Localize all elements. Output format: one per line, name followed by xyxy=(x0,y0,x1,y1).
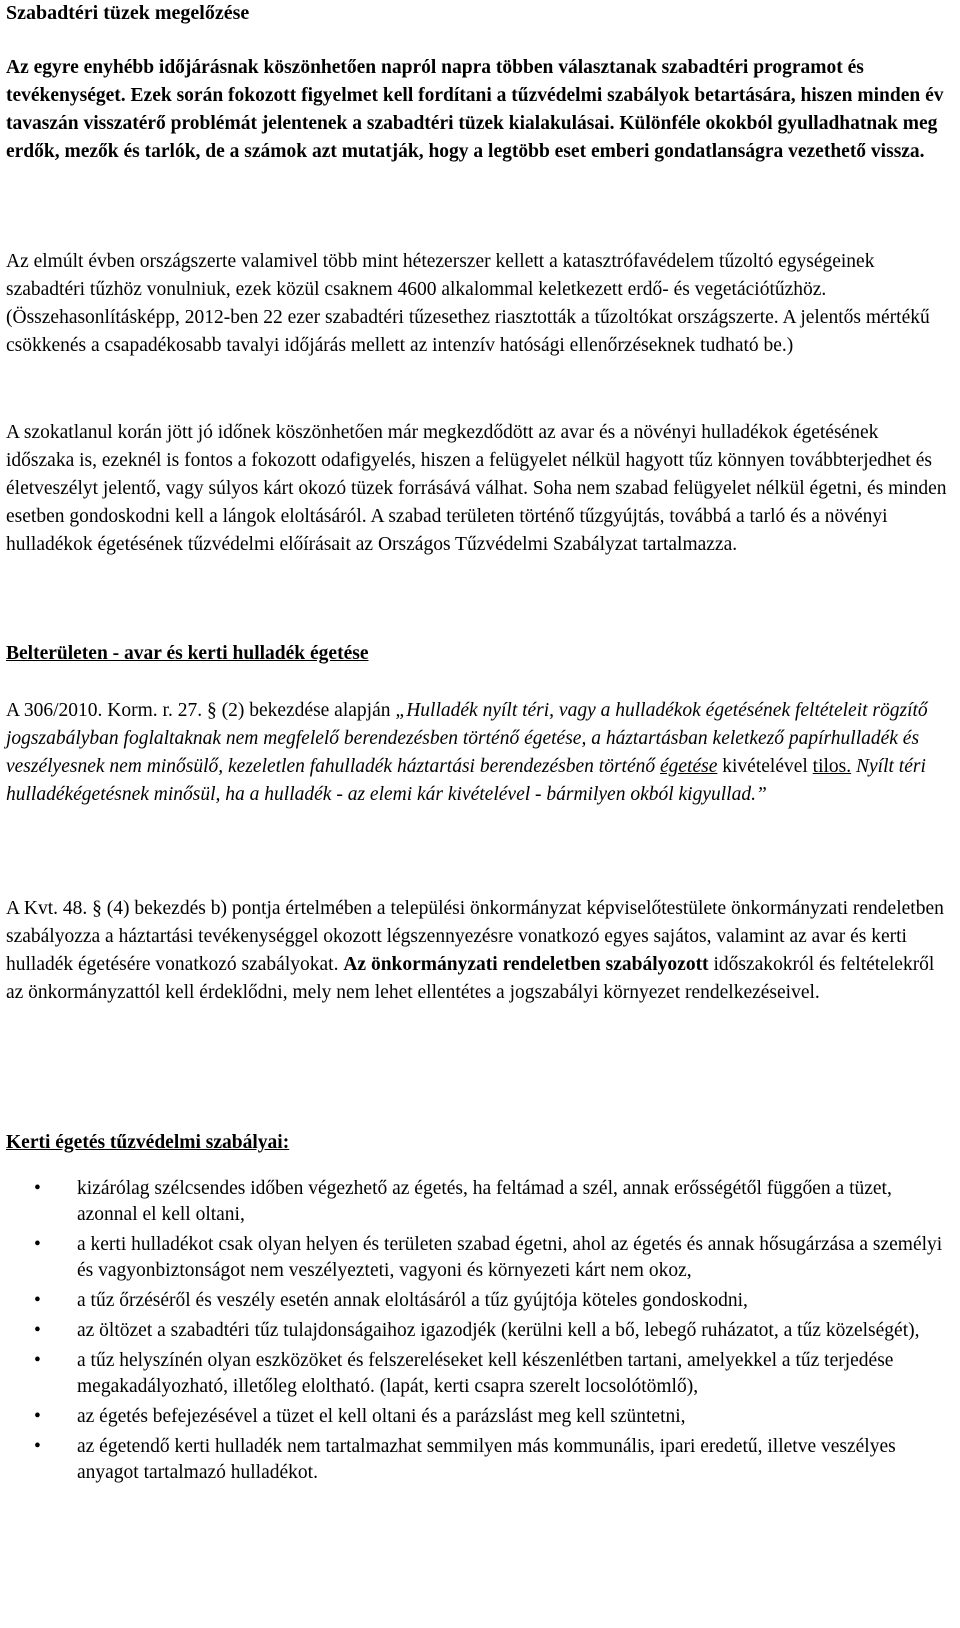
regulation-underline-tilos: tilos. xyxy=(812,756,852,777)
section-heading-kerti-egetes: Kerti égetés tűzvédelmi szabályai: xyxy=(6,1132,290,1153)
regulation-paragraph xyxy=(6,697,951,809)
local-rules-tail: időszakokról és feltételekről az önkormányzattól kell érdeklődni, mely nem lehet ellentétes a jogszabályi környezet rendelkezéseivel. xyxy=(6,954,935,1003)
bullet-icon: • xyxy=(34,1178,41,1199)
list-item xyxy=(0,1288,947,1314)
local-rules-lead: A Kvt. 48. § (4) bekezdés b) pontja értelmében a települési önkormányzat képviselőtestülete önkormányzati rendeletben szabályozza a háztartási tevékenységgel okozott légszennyezésre vonatkozó egyes sajátos, valamint az avar és kerti hulladék égetésére vonatkozó szabályokat. xyxy=(6,898,944,975)
burning-season-paragraph: A szokatlanul korán jött jó időnek köszönhetően már megkezdődött az avar és a növényi hulladékok égetésének időszaka is, ezeknél is fontos a fokozott odafigyelés, hiszen a felügyelet nélkül hagyott tűz könnyen továbbterjedhet és életveszélyt jelentő, vagy súlyos kárt okozó tüzek forrásává válhat. Soha nem szabad felügyelet nélkül égetni, és minden esetben gondoskodni kell a lángok eloltásáról. A szabad területen történő tűzgyújtás, továbbá a tarló és a növényi hulladékok égetésének tűzvédelmi előírásait az Országos Tűzvédelmi Szabályzat tartalmazza. xyxy=(6,422,947,555)
list-item-text: kizárólag szélcsendes időben végezhető az égetés, ha feltámad a szél, annak erősségétől függően a tüzet, azonnal el kell oltani, xyxy=(77,1178,892,1225)
bullet-icon: • xyxy=(34,1320,41,1341)
bullet-icon: • xyxy=(34,1350,41,1371)
local-rules-bold: Az önkormányzati rendeletben szabályozott xyxy=(343,954,709,975)
local-rules-paragraph xyxy=(6,895,951,1007)
statistics-paragraph: Az elmúlt évben országszerte valamivel több mint hétezerszer kellett a katasztrófavédelem tűzoltó egységeinek szabadtéri tűzhöz vonulniuk, ezek közül csaknem 4600 alkalommal keletkezett erdő- és vegetációtűzhöz. (Összehasonlításképp, 2012-ben 22 ezer szabadtéri tűzesethez riasztották a tűzoltókat országszerte. A jelentős mértékű csökkenés a csapadékosabb tavalyi időjárás mellett az intenzív hatósági ellenőrzéseknek tudható be.) xyxy=(6,251,930,356)
list-item-text: az égetendő kerti hulladék nem tartalmazhat semmilyen más kommunális, ipari eredetű, illetve veszélyes anyagot tartalmazó hulladékot. xyxy=(77,1436,896,1483)
regulation-lead: A 306/2010. Korm. r. 27. § (2) bekezdése alapján xyxy=(6,700,396,721)
regulation-quote-a: „Hulladék nyílt téri, vagy a hulladékok égetésének feltételeit rögzítő jogszabályban foglaltaknak nem megfelelő berendezésben történő égetése, a háztartásban keletkező papírhulladék és veszélyesnek nem minősülő, kezeletlen fahulladék háztartási berendezésben történő xyxy=(6,700,928,777)
list-item xyxy=(0,1318,947,1344)
intro-paragraph: Az egyre enyhébb időjárásnak köszönhetően napról napra többen választanak szabadtéri programot és tevékenységet. Ezek során fokozott figyelmet kell fordítani a tűzvédelmi szabályok betartására, hiszen minden év tavaszán visszatérő problémát jelentenek a szabadtéri tüzek kialakulásai. Különféle okokból gyulladhatnak meg erdők, mezők és tarlók, de a számok azt mutatják, hogy a legtöbb eset emberi gondatlanságra vezethető vissza. xyxy=(6,57,944,162)
list-item xyxy=(0,1232,947,1284)
regulation-underline-egetese: égetése xyxy=(659,756,718,777)
list-item xyxy=(0,1404,947,1430)
regulation-quote-b: Nyílt téri hulladékégetésnek minősül, ha a hulladék - az elemi kár kivételével - bármilyen okból kigyullad.” xyxy=(6,756,926,805)
fire-safety-rules-list xyxy=(0,1176,960,1486)
list-item-text: az öltözet a szabadtéri tűz tulajdonságaihoz igazodjék (kerülni kell a bő, lebegő ruházatot, a tűz közelségét), xyxy=(77,1320,920,1341)
bullet-icon: • xyxy=(34,1234,41,1255)
list-item-text: a kerti hulladékot csak olyan helyen és területen szabad égetni, ahol az égetés és annak hősugárzása a személyi és vagyonbiztonságot nem veszélyezteti, vagyoni és környezeti kárt nem okoz, xyxy=(77,1234,943,1281)
bullet-icon: • xyxy=(34,1436,41,1457)
list-item-text: a tűz őrzéséről és veszély esetén annak eloltásáról a tűz gyújtója köteles gondoskodni, xyxy=(77,1290,748,1311)
document-title: Szabadtéri tüzek megelőzése xyxy=(6,2,250,24)
list-item xyxy=(0,1348,947,1400)
bullet-icon: • xyxy=(34,1406,41,1427)
list-item xyxy=(0,1434,947,1486)
bullet-icon: • xyxy=(34,1290,41,1311)
list-item-text: az égetés befejezésével a tüzet el kell oltani és a parázslást meg kell szüntetni, xyxy=(77,1406,686,1427)
regulation-mid: kivételével xyxy=(717,756,813,777)
section-heading-belterulet: Belterületen - avar és kerti hulladék égetése xyxy=(6,643,369,664)
list-item xyxy=(0,1176,947,1228)
list-item-text: a tűz helyszínén olyan eszközöket és felszereléseket kell készenlétben tartani, amelyekkel a tűz terjedése megakadályozható, illetőleg eloltható. (lapát, kerti csapra szerelt locsolótömlő), xyxy=(77,1350,894,1397)
